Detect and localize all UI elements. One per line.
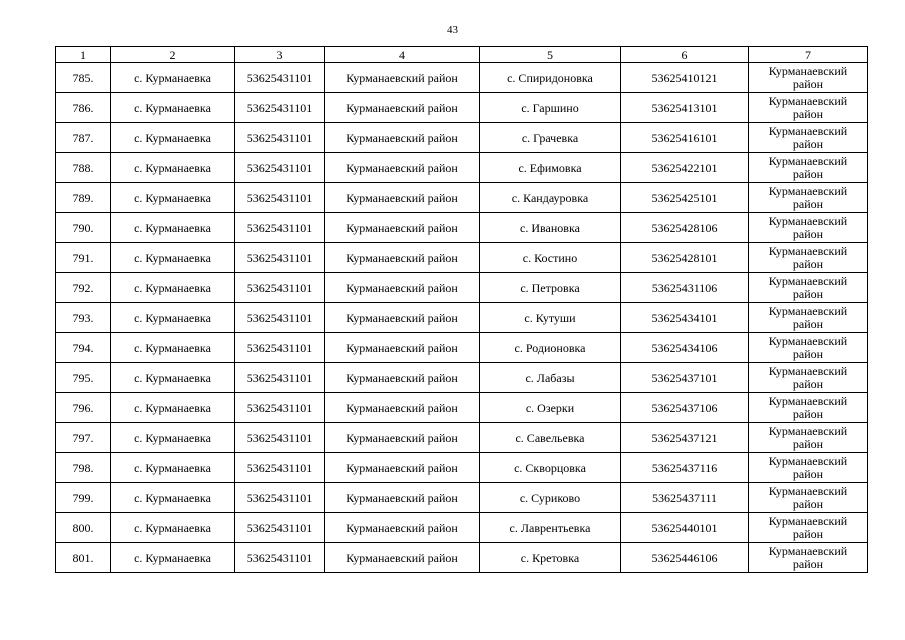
cell-district-2-line2: район — [792, 346, 824, 361]
cell-district-2 — [749, 363, 868, 393]
cell-code: 53625431101 — [235, 543, 325, 573]
cell-settlement: с. Курманаевка — [111, 63, 235, 93]
cell-district-2 — [749, 543, 868, 573]
cell-district-2-line1: Курманаевский — [768, 453, 848, 468]
cell-oktmo: 53625431106 — [621, 273, 749, 303]
cell-district-2-line1: Курманаевский — [768, 183, 848, 198]
cell-district: Курманаевский район — [325, 453, 480, 483]
cell-district: Курманаевский район — [325, 333, 480, 363]
cell-oktmo: 53625437101 — [621, 363, 749, 393]
cell-district: Курманаевский район — [325, 363, 480, 393]
cell-locality: с. Кандауровка — [480, 183, 621, 213]
cell-district-2 — [749, 393, 868, 423]
cell-settlement: с. Курманаевка — [111, 423, 235, 453]
cell-oktmo: 53625410121 — [621, 63, 749, 93]
cell-num: 795. — [56, 363, 111, 393]
cell-code: 53625431101 — [235, 363, 325, 393]
cell-num: 796. — [56, 393, 111, 423]
cell-locality: с. Петровка — [480, 273, 621, 303]
column-header: 6 — [621, 47, 749, 63]
cell-district-2-line2: район — [792, 166, 824, 181]
cell-district-2-line1: Курманаевский — [768, 273, 848, 288]
cell-num: 786. — [56, 93, 111, 123]
header-row — [56, 47, 868, 63]
cell-code: 53625431101 — [235, 453, 325, 483]
cell-locality: с. Ефимовка — [480, 153, 621, 183]
cell-oktmo: 53625413101 — [621, 93, 749, 123]
cell-settlement: с. Курманаевка — [111, 363, 235, 393]
cell-district-2-line1: Курманаевский — [768, 123, 848, 138]
table-row — [56, 303, 868, 333]
cell-code: 53625431101 — [235, 153, 325, 183]
cell-settlement: с. Курманаевка — [111, 183, 235, 213]
cell-num: 800. — [56, 513, 111, 543]
cell-district-2 — [749, 153, 868, 183]
cell-district-2 — [749, 453, 868, 483]
table-row — [56, 483, 868, 513]
table-row — [56, 513, 868, 543]
cell-district-2-line1: Курманаевский — [768, 543, 848, 558]
cell-settlement: с. Курманаевка — [111, 333, 235, 363]
table-row — [56, 423, 868, 453]
cell-district-2-line1: Курманаевский — [768, 513, 848, 528]
cell-locality: с. Кутуши — [480, 303, 621, 333]
cell-oktmo: 53625440101 — [621, 513, 749, 543]
cell-settlement: с. Курманаевка — [111, 513, 235, 543]
cell-district-2 — [749, 243, 868, 273]
cell-locality: с. Костино — [480, 243, 621, 273]
cell-code: 53625431101 — [235, 333, 325, 363]
table-row — [56, 183, 868, 213]
column-header: 7 — [749, 47, 868, 63]
cell-district: Курманаевский район — [325, 513, 480, 543]
cell-district: Курманаевский район — [325, 183, 480, 213]
cell-num: 799. — [56, 483, 111, 513]
cell-district-2 — [749, 423, 868, 453]
cell-district-2 — [749, 213, 868, 243]
table-row — [56, 273, 868, 303]
cell-district: Курманаевский район — [325, 483, 480, 513]
cell-code: 53625431101 — [235, 483, 325, 513]
column-header: 5 — [480, 47, 621, 63]
cell-district-2-line1: Курманаевский — [768, 423, 848, 438]
cell-oktmo: 53625428106 — [621, 213, 749, 243]
cell-num: 785. — [56, 63, 111, 93]
cell-district-2-line2: район — [792, 76, 824, 91]
cell-district-2-line2: район — [792, 286, 824, 301]
cell-code: 53625431101 — [235, 513, 325, 543]
cell-district: Курманаевский район — [325, 273, 480, 303]
cell-num: 801. — [56, 543, 111, 573]
cell-num: 797. — [56, 423, 111, 453]
cell-settlement: с. Курманаевка — [111, 483, 235, 513]
cell-oktmo: 53625446106 — [621, 543, 749, 573]
column-header: 2 — [111, 47, 235, 63]
cell-district: Курманаевский район — [325, 63, 480, 93]
table-row — [56, 543, 868, 573]
cell-settlement: с. Курманаевка — [111, 303, 235, 333]
settlements-table — [55, 46, 868, 573]
cell-district-2-line1: Курманаевский — [768, 93, 848, 108]
table-row — [56, 393, 868, 423]
cell-district-2-line1: Курманаевский — [768, 63, 848, 78]
cell-oktmo: 53625434106 — [621, 333, 749, 363]
cell-locality: с. Озерки — [480, 393, 621, 423]
table-row — [56, 453, 868, 483]
cell-district-2-line1: Курманаевский — [768, 153, 848, 168]
cell-oktmo: 53625437106 — [621, 393, 749, 423]
table-row — [56, 333, 868, 363]
cell-oktmo: 53625425101 — [621, 183, 749, 213]
column-header: 4 — [325, 47, 480, 63]
cell-district: Курманаевский район — [325, 303, 480, 333]
cell-code: 53625431101 — [235, 423, 325, 453]
cell-settlement: с. Курманаевка — [111, 453, 235, 483]
cell-locality: с. Гаршино — [480, 93, 621, 123]
cell-settlement: с. Курманаевка — [111, 213, 235, 243]
cell-district-2-line2: район — [792, 136, 824, 151]
cell-num: 798. — [56, 453, 111, 483]
cell-district-2-line2: район — [792, 196, 824, 211]
cell-district: Курманаевский район — [325, 93, 480, 123]
cell-district-2-line2: район — [792, 106, 824, 121]
cell-district: Курманаевский район — [325, 543, 480, 573]
table-row — [56, 153, 868, 183]
cell-oktmo: 53625437111 — [621, 483, 749, 513]
cell-district-2-line2: район — [792, 496, 824, 511]
cell-district-2-line2: район — [792, 256, 824, 271]
cell-district-2-line1: Курманаевский — [768, 333, 848, 348]
table-row — [56, 123, 868, 153]
cell-settlement: с. Курманаевка — [111, 273, 235, 303]
cell-locality: с. Спиридоновка — [480, 63, 621, 93]
cell-district-2 — [749, 303, 868, 333]
cell-settlement: с. Курманаевка — [111, 93, 235, 123]
cell-district: Курманаевский район — [325, 393, 480, 423]
cell-oktmo: 53625428101 — [621, 243, 749, 273]
cell-district-2 — [749, 273, 868, 303]
cell-district-2-line1: Курманаевский — [768, 243, 848, 258]
cell-district-2-line1: Курманаевский — [768, 213, 848, 228]
cell-code: 53625431101 — [235, 273, 325, 303]
cell-num: 788. — [56, 153, 111, 183]
cell-oktmo: 53625437121 — [621, 423, 749, 453]
cell-district: Курманаевский район — [325, 153, 480, 183]
cell-settlement: с. Курманаевка — [111, 123, 235, 153]
column-header: 3 — [235, 47, 325, 63]
page-number: 43 — [447, 24, 458, 36]
cell-code: 53625431101 — [235, 213, 325, 243]
cell-district-2-line2: район — [792, 226, 824, 241]
cell-district: Курманаевский район — [325, 213, 480, 243]
cell-num: 793. — [56, 303, 111, 333]
cell-settlement: с. Курманаевка — [111, 153, 235, 183]
cell-num: 791. — [56, 243, 111, 273]
cell-locality: с. Савельевка — [480, 423, 621, 453]
cell-oktmo: 53625422101 — [621, 153, 749, 183]
cell-oktmo: 53625416101 — [621, 123, 749, 153]
cell-code: 53625431101 — [235, 393, 325, 423]
cell-num: 789. — [56, 183, 111, 213]
cell-num: 787. — [56, 123, 111, 153]
cell-settlement: с. Курманаевка — [111, 243, 235, 273]
table-row — [56, 213, 868, 243]
cell-locality: с. Грачевка — [480, 123, 621, 153]
cell-code: 53625431101 — [235, 243, 325, 273]
cell-settlement: с. Курманаевка — [111, 543, 235, 573]
cell-code: 53625431101 — [235, 63, 325, 93]
cell-district-2-line2: район — [792, 436, 824, 451]
cell-district-2-line1: Курманаевский — [768, 483, 848, 498]
cell-num: 790. — [56, 213, 111, 243]
cell-district-2 — [749, 123, 868, 153]
cell-district-2 — [749, 183, 868, 213]
cell-locality: с. Суриково — [480, 483, 621, 513]
cell-district-2-line1: Курманаевский — [768, 393, 848, 408]
cell-district-2 — [749, 63, 868, 93]
cell-district: Курманаевский район — [325, 243, 480, 273]
cell-code: 53625431101 — [235, 93, 325, 123]
cell-num: 792. — [56, 273, 111, 303]
column-header: 1 — [56, 47, 111, 63]
cell-locality: с. Ивановка — [480, 213, 621, 243]
cell-district: Курманаевский район — [325, 123, 480, 153]
cell-locality: с. Лабазы — [480, 363, 621, 393]
cell-district-2-line1: Курманаевский — [768, 363, 848, 378]
cell-district: Курманаевский район — [325, 423, 480, 453]
cell-district-2-line2: район — [792, 316, 824, 331]
cell-oktmo: 53625437116 — [621, 453, 749, 483]
cell-district-2-line2: район — [792, 406, 824, 421]
cell-district-2-line2: район — [792, 526, 824, 541]
table-row — [56, 363, 868, 393]
cell-district-2 — [749, 513, 868, 543]
table-row — [56, 63, 868, 93]
table-row — [56, 93, 868, 123]
cell-num: 794. — [56, 333, 111, 363]
table-row — [56, 243, 868, 273]
cell-settlement: с. Курманаевка — [111, 393, 235, 423]
cell-code: 53625431101 — [235, 183, 325, 213]
cell-locality: с. Лаврентьевка — [480, 513, 621, 543]
cell-locality: с. Кретовка — [480, 543, 621, 573]
cell-code: 53625431101 — [235, 123, 325, 153]
cell-locality: с. Родионовка — [480, 333, 621, 363]
cell-code: 53625431101 — [235, 303, 325, 333]
cell-district-2 — [749, 333, 868, 363]
cell-district-2 — [749, 483, 868, 513]
cell-oktmo: 53625434101 — [621, 303, 749, 333]
cell-district-2-line2: район — [792, 466, 824, 481]
cell-district-2-line2: район — [792, 376, 824, 391]
cell-district-2-line2: район — [792, 556, 824, 571]
cell-district-2-line1: Курманаевский — [768, 303, 848, 318]
cell-district-2 — [749, 93, 868, 123]
cell-locality: с. Скворцовка — [480, 453, 621, 483]
